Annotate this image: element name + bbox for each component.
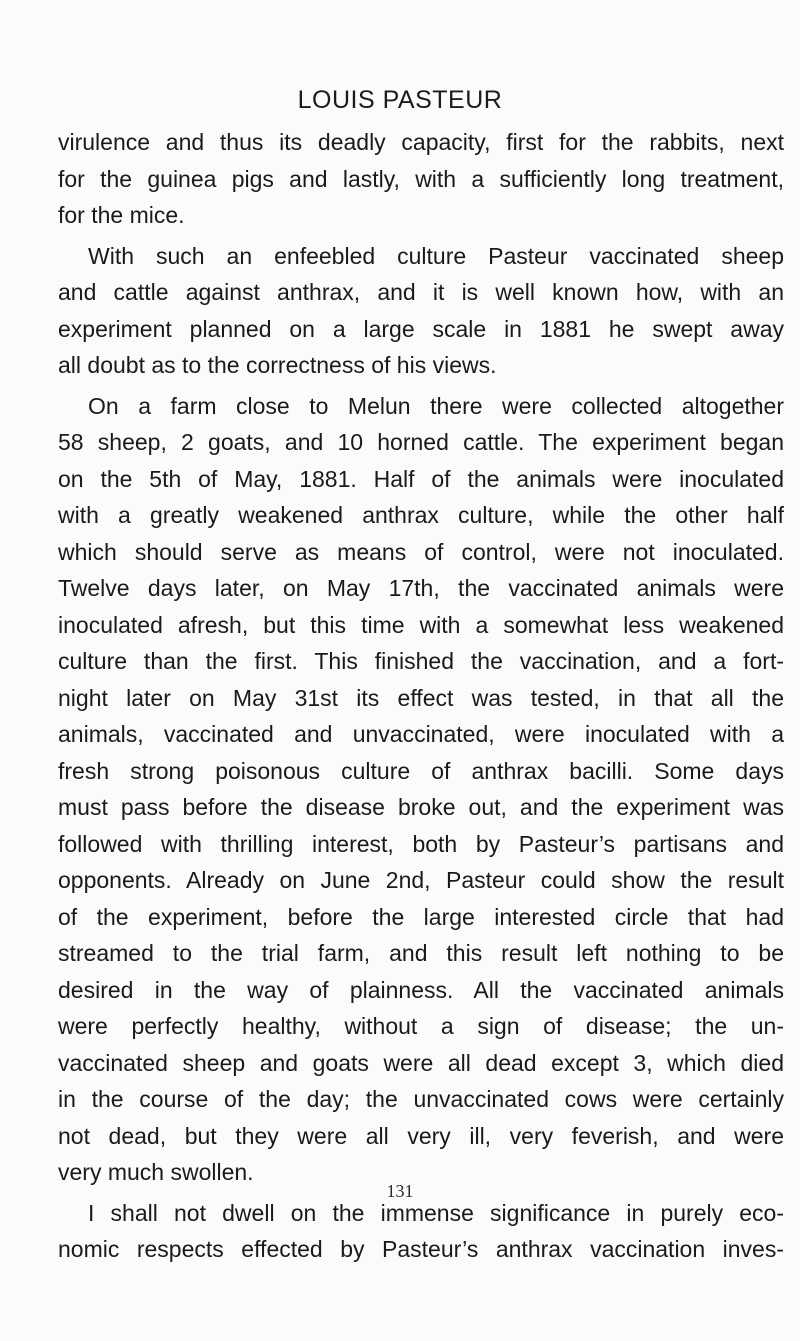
text-line: vaccinated sheep and goats were all dead except 3, which died [58, 1049, 784, 1076]
text-line: streamed to the trial farm, and this result left nothing to be [58, 940, 784, 966]
text-line: animals, vaccinated and unvaccinated, were inoculated with a [58, 721, 784, 747]
text-line: which should serve as means of control, were not inoculated. [58, 538, 784, 565]
text-line: desired in the way of plainness. All the vaccinated animals [58, 976, 784, 1003]
text-line: night later on May 31st its effect was tested, in that all the [58, 684, 784, 711]
paragraph [58, 238, 784, 384]
paragraph [58, 1195, 784, 1268]
text-line: experiment planned on a large scale in 1881 he swept away [58, 315, 784, 342]
text-line: On a farm close to Melun there were collected altogether [88, 392, 784, 419]
paragraph [58, 388, 784, 1191]
text-line: With such an enfeebled culture Pasteur vaccinated sheep [88, 242, 784, 269]
text-line: for the guinea pigs and lastly, with a sufficiently long treatment, [58, 165, 784, 192]
text-line: nomic respects effected by Pasteur’s anthrax vaccination inves- [58, 1236, 784, 1262]
text-line: on the 5th of May, 1881. Half of the animals were inoculated [58, 465, 784, 492]
text-line: followed with thrilling interest, both by Pasteur’s partisans and [58, 830, 784, 857]
page-number: 131 [386, 1181, 414, 1201]
text-line: 58 sheep, 2 goats, and 10 horned cattle. The experiment began [58, 429, 784, 455]
text-line: virulence and thus its deadly capacity, first for the rabbits, next [58, 129, 784, 155]
text-line: culture than the first. This finished the vaccination, and a fort- [58, 648, 784, 674]
paragraph [58, 124, 784, 234]
text-line: for the mice. [58, 202, 185, 228]
text-line: of the experiment, before the large interested circle that had [58, 903, 784, 930]
text-line: inoculated afresh, but this time with a somewhat less weakened [58, 611, 784, 638]
text-line: not dead, but they were all very ill, very feverish, and were [58, 1122, 784, 1149]
text-line: with a greatly weakened anthrax culture, while the other half [58, 502, 784, 528]
text-line: all doubt as to the correctness of his views. [58, 352, 497, 378]
text-line: in the course of the day; the unvaccinated cows were certainly [58, 1086, 784, 1112]
text-line: must pass before the disease broke out, and the experiment was [58, 794, 784, 820]
text-line: Twelve days later, on May 17th, the vaccinated animals were [58, 575, 784, 601]
text-line: opponents. Already on June 2nd, Pasteur could show the result [58, 867, 784, 893]
text-line: fresh strong poisonous culture of anthrax bacilli. Some days [58, 757, 784, 784]
text-line: very much swollen. [58, 1159, 254, 1185]
body-text [58, 124, 784, 1268]
text-line: were perfectly healthy, without a sign of disease; the un- [58, 1013, 784, 1039]
text-line: I shall not dwell on the immense significance in purely eco- [88, 1199, 784, 1226]
text-line: and cattle against anthrax, and it is well known how, with an [58, 279, 784, 305]
running-head: LOUIS PASTEUR [297, 86, 503, 114]
